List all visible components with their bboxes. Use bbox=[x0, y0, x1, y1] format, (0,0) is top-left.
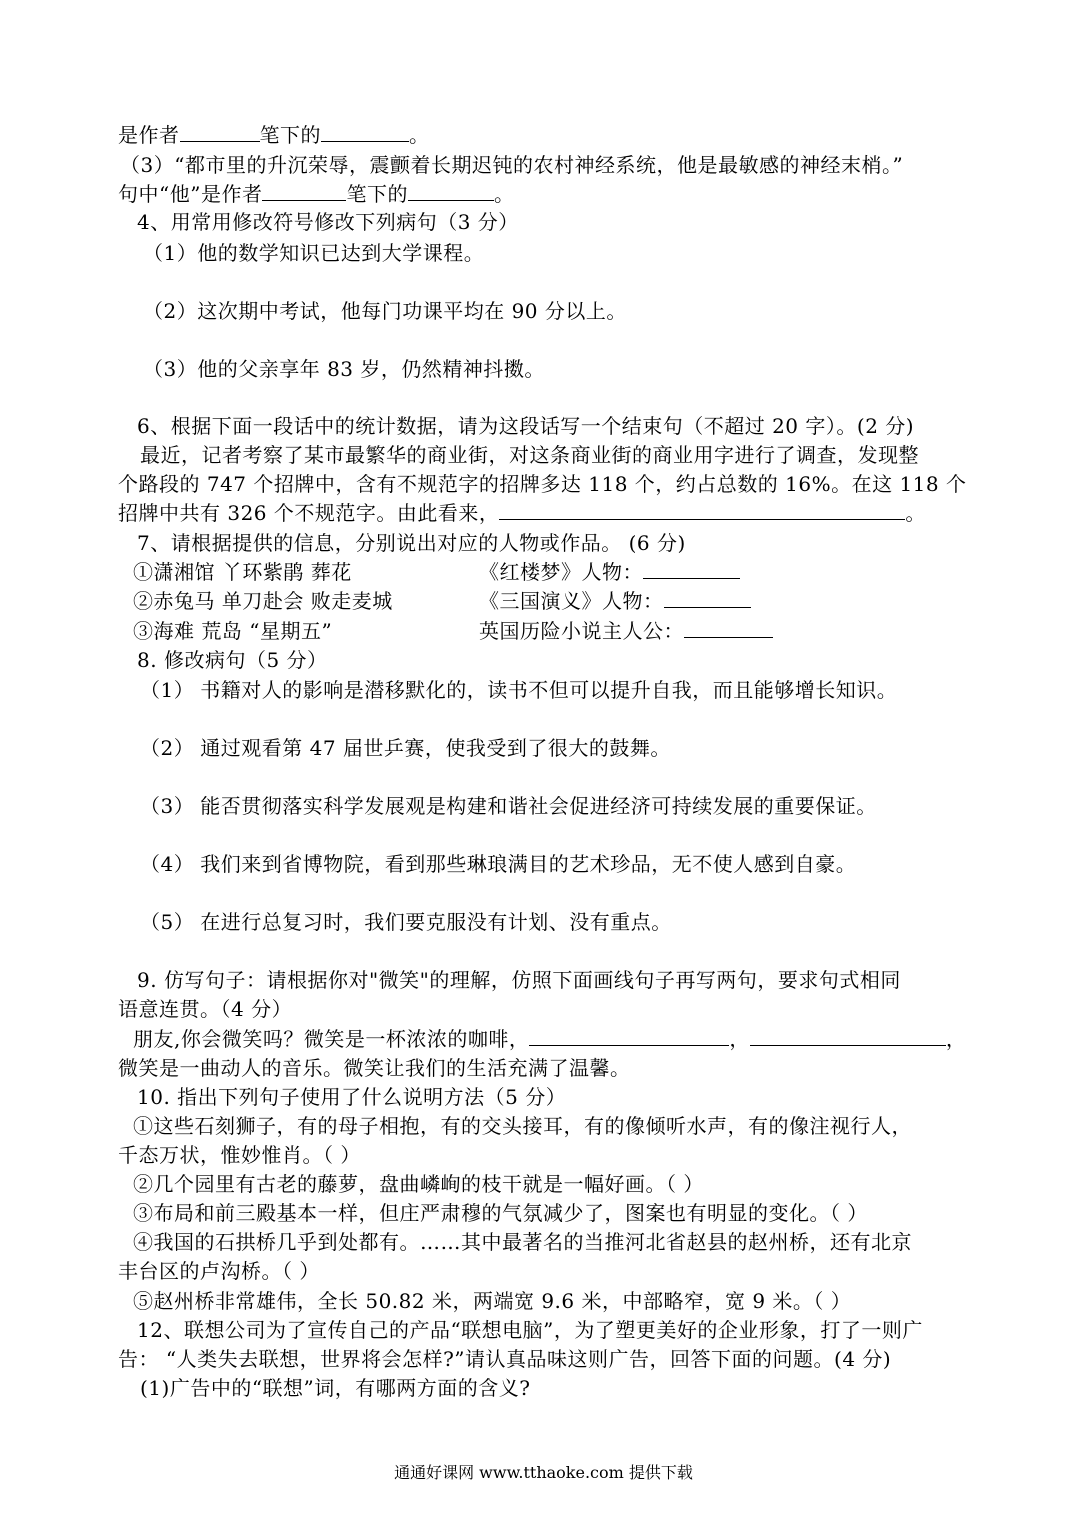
q9-title-line2: 语意连贯。（4 分） bbox=[118, 997, 293, 1021]
answer-blank[interactable] bbox=[664, 589, 751, 608]
q9-title-line1: 9. 仿写句子：请根据你对"微笑"的理解，仿照下面画线句子再写两句，要求句式相同 bbox=[137, 968, 901, 992]
q8-item-text: 能否贯彻落实科学发展观是构建和谐社会促进经济可持续发展的重要保证。 bbox=[200, 794, 877, 818]
q8-item-number: （3） bbox=[140, 794, 195, 818]
q8-item-number: （1） bbox=[140, 678, 195, 702]
q7-title: 7、请根据提供的信息，分别说出对应的人物或作品。 (6 分) bbox=[137, 531, 686, 555]
q8-item-number: （4） bbox=[140, 852, 195, 876]
page-footer: 通通好课网 www.tthaoke.com 提供下载 bbox=[394, 1463, 693, 1482]
q10-title: 10. 指出下列句子使用了什么说明方法（5 分） bbox=[137, 1085, 567, 1109]
answer-blank[interactable] bbox=[750, 1027, 946, 1046]
answer-blank[interactable] bbox=[180, 123, 260, 142]
q4-item-3: （3）他的父亲享年 83 岁，仍然精神抖擞。 bbox=[143, 357, 545, 381]
q12-line1: 12、联想公司为了宣传自己的产品“联想电脑”，为了塑更美好的企业形象，打了一则广 bbox=[137, 1318, 923, 1342]
q8-item-number: （5） bbox=[140, 910, 195, 934]
q8-item-2 bbox=[140, 735, 671, 761]
q8-item-1 bbox=[140, 677, 897, 703]
answer-blank[interactable] bbox=[529, 1027, 729, 1046]
q6-line3-text: 。 bbox=[905, 501, 926, 525]
q7-ask-text: 《三国演义》人物： bbox=[479, 589, 664, 613]
q3-item3: （3）“都市里的升沉荣辱，震颤着长期迟钝的农村神经系统，他是最敏感的神经末梢。” bbox=[120, 153, 904, 177]
answer-blank[interactable] bbox=[499, 501, 905, 520]
q10-item-4: ④我国的石拱桥几乎到处都有。……其中最著名的当推河北省赵县的赵州桥，还有北京 bbox=[133, 1230, 912, 1254]
q10-item-2: ②几个园里有古老的藤萝，盘曲嶙峋的枝干就是一幅好画。（ ） bbox=[133, 1172, 704, 1196]
q8-item-text: 我们来到省博物院，看到那些琳琅满目的艺术珍品，无不使人感到自豪。 bbox=[200, 852, 857, 876]
q9-comma: ， bbox=[729, 1027, 750, 1051]
q7-ask-text: 英国历险小说主人公： bbox=[479, 619, 684, 643]
q3-item3-text: 句中“他”是作者 bbox=[118, 182, 263, 206]
q12-sub1: (1)广告中的“联想”词，有哪两方面的含义? bbox=[140, 1376, 531, 1400]
q8-item-text: 在进行总复习时，我们要克服没有计划、没有重点。 bbox=[200, 910, 672, 934]
q6-line3-text: 招牌中共有 326 个不规范字。由此看来， bbox=[118, 501, 500, 525]
q3-item3-text: 。 bbox=[493, 182, 515, 206]
q4-item-1: （1）他的数学知识已达到大学课程。 bbox=[143, 241, 485, 265]
q10-item-1-cont: 千态万状，惟妙惟肖。（ ） bbox=[118, 1143, 361, 1167]
q3-line1-text: 是作者 bbox=[118, 123, 180, 147]
answer-blank[interactable] bbox=[321, 123, 409, 142]
q9-body-line1 bbox=[133, 1026, 966, 1052]
q10-item-5: ⑤赵州桥非常雄伟，全长 50.82 米，两端宽 9.6 米，中部略窄，宽 9 米。（ ） bbox=[133, 1289, 852, 1313]
q4-title: 4、用常用修改符号修改下列病句（3 分） bbox=[137, 210, 519, 234]
q3-item3-text: 笔下的 bbox=[346, 182, 408, 206]
q6-title: 6、根据下面一段话中的统计数据，请为这段话写一个结束句（不超过 20 字）。(2 分) bbox=[137, 414, 915, 438]
answer-blank[interactable] bbox=[408, 182, 494, 201]
q6-line2: 个路段的 747 个招牌中，含有不规范字的招牌多达 118 个，约占总数的 16%。在这 118 个 bbox=[118, 472, 967, 496]
q8-item-text: 通过观看第 47 届世乒赛，使我受到了很大的鼓舞。 bbox=[200, 736, 671, 760]
q9-body-text: 朋友,你会微笑吗？微笑是一杯浓浓的咖啡， bbox=[133, 1027, 530, 1051]
q12-line2: 告： “人类失去联想，世界将会怎样?”请认真品味这则广告，回答下面的问题。(4 分) bbox=[118, 1347, 892, 1371]
q6-line3 bbox=[118, 500, 926, 526]
q6-line1: 最近，记者考察了某市最繁华的商业街，对这条商业街的商业用字进行了调查，发现整 bbox=[140, 443, 919, 467]
q10-item-4-cont: 丰台区的卢沟桥。（ ） bbox=[118, 1259, 320, 1283]
q8-item-4 bbox=[140, 851, 856, 877]
q3-line1 bbox=[118, 122, 430, 148]
q3-item3-cont bbox=[118, 181, 514, 207]
q3-line1-text: 笔下的 bbox=[259, 123, 321, 147]
q9-comma: ， bbox=[945, 1027, 967, 1051]
q7-clue-1: ①潇湘馆 丫环紫鹃 葬花 bbox=[133, 560, 352, 584]
q8-title: 8. 修改病句（5 分） bbox=[137, 648, 328, 672]
q8-item-number: （2） bbox=[140, 736, 195, 760]
q7-clue-2: ②赤兔马 单刀赴会 败走麦城 bbox=[133, 589, 393, 613]
q7-ask-3 bbox=[479, 618, 773, 644]
q3-line1-text: 。 bbox=[409, 123, 430, 147]
q9-body-line2: 微笑是一曲动人的音乐。微笑让我们的生活充满了温馨。 bbox=[118, 1056, 631, 1080]
q4-item-2: （2）这次期中考试，他每门功课平均在 90 分以上。 bbox=[143, 299, 627, 323]
answer-blank[interactable] bbox=[684, 619, 773, 638]
q7-ask-1 bbox=[479, 559, 740, 585]
q7-ask-2 bbox=[479, 588, 751, 614]
q8-item-5 bbox=[140, 909, 672, 935]
answer-blank[interactable] bbox=[643, 560, 740, 579]
q10-item-1: ①这些石刻狮子，有的母子相抱，有的交头接耳，有的像倾听水声，有的像注视行人， bbox=[133, 1114, 912, 1138]
q10-item-3: ③布局和前三殿基本一样，但庄严肃穆的气氛减少了，图案也有明显的变化。（ ） bbox=[133, 1201, 868, 1225]
answer-blank[interactable] bbox=[262, 182, 346, 201]
q7-ask-text: 《红楼梦》人物： bbox=[479, 560, 643, 584]
q8-item-3 bbox=[140, 793, 877, 819]
q7-clue-3: ③海难 荒岛 “星期五” bbox=[133, 619, 333, 643]
q8-item-text: 书籍对人的影响是潜移默化的，读书不但可以提升自我，而且能够增长知识。 bbox=[200, 678, 898, 702]
